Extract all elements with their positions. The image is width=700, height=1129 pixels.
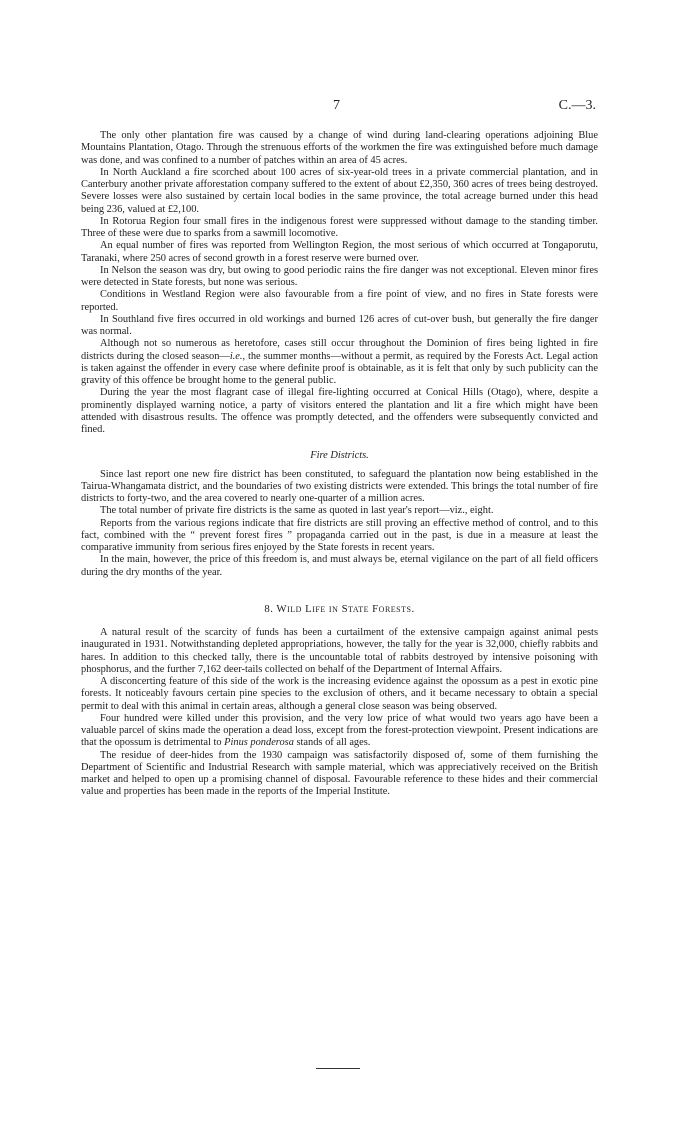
body-paragraph-opossum	[81, 713, 598, 750]
body-paragraph: In Southland five fires occurred in old workings and burned 126 acres of cut-over bush, but generally the fire danger was normal.	[81, 313, 598, 337]
body-paragraph: A disconcerting feature of this side of the work is the increasing evidence against the opossum as a pest in exotic pine forests. It noticeably favours certain pine species to the exclusion of others, and it became necessary to obtain a special permit to deal with this animal in certain areas, although a general close season was being observed.	[81, 676, 598, 712]
text-run: stands of all ages.	[293, 737, 371, 749]
end-rule-divider	[316, 1068, 360, 1069]
body-paragraph: In North Auckland a fire scorched about 100 acres of six-year-old trees in a private commercial plantation, and in Canterbury another private afforestation company suffered to the extent of about £2,350, 360 acres of trees being destroyed. Severe losses were also sustained by certain local bodies in the same province, the total acreage burned under this head being 236, valued at £2,100.	[81, 166, 598, 215]
italic-abbreviation: i.e.,	[229, 350, 246, 362]
body-paragraph: In Nelson the season was dry, but owing to good periodic rains the fire danger was not exceptional. Eleven minor fires were detected in State forests, but none was serious.	[81, 264, 598, 288]
body-paragraph: In the main, however, the price of this freedom is, and must always be, eternal vigilance on the part of all field officers during the dry months of the year.	[81, 554, 598, 578]
body-paragraph: During the year the most flagrant case of illegal fire-lighting occurred at Conical Hills (Otago), where, despite a prominently displayed warning notice, a party of visitors entered the plantation and lit a fire which might have been attended with disastrous results. The offence was promptly detected, and the offenders were subsequently convicted and fined.	[81, 387, 598, 435]
page-header	[81, 100, 598, 130]
italic-species-name: Pinus ponderosa	[224, 737, 294, 749]
document-page	[81, 100, 598, 799]
body-paragraph: In Rotorua Region four small fires in the indigenous forest were suppressed without damage to the standing timber. Three of these were due to sparks from a sawmill locomotive.	[81, 215, 598, 239]
section-heading-wild-life: 8. Wild Life in State Forests.	[264, 602, 415, 615]
section-heading-fire-districts: Fire Districts.	[310, 450, 369, 462]
body-paragraph: An equal number of fires was reported from Wellington Region, the most serious of which occurred at Tongaporutu, Taranaki, where 250 acres of second growth in a forest reserve were burned over.	[81, 240, 598, 264]
body-paragraph: Conditions in Westland Region were also favourable from a fire point of view, and no fires in State forests were reported.	[81, 289, 598, 313]
body-paragraph-illegal-fires	[81, 338, 598, 387]
body-paragraph: A natural result of the scarcity of funds has been a curtailment of the extensive campaign against animal pests inaugurated in 1931. Notwithstanding depleted appropriations, however, the tally for the year is 32,000, chiefly rabbits and hares. In addition to this checked tally, there is the uncountable total of rabbits destroyed by intensive poisoning with phosphorus, and the further 7,162 deer-tails collected on behalf of the Department of Internal Affairs.	[81, 627, 598, 675]
body-paragraph: The residue of deer-hides from the 1930 campaign was satisfactorily disposed of, some of them furnishing the Department of Scientific and Industrial Research with sample material, which was appreciatively received on the British market and helped to open up a promising channel of disposal. Favourable reference to these hides and their commercial value and properties has been made in the reports of the Imperial Institute.	[81, 749, 598, 798]
text-run: Although not so numerous as heretofore, cases still occur throughout the Dominion of fires being lighted in fire districts during the closed season—	[81, 338, 598, 362]
body-paragraph: The only other plantation fire was caused by a change of wind during land-clearing operations adjoining Blue Mountains Plantation, Otago. Through the strenuous efforts of the workmen the fire was extinguished before much damage was done, and was confined to a number of patches within an area of 45 acres.	[81, 130, 598, 166]
text-run: the summer months—without a permit, as required by the Forests Act. Legal action is taken against the offender in every case where definite proof is obtainable, as it is felt that only by such publicity can the gravity of this offence be brought home to the general public.	[81, 350, 598, 386]
body-paragraph: Reports from the various regions indicate that fire districts are still proving an effective method of control, and to this fact, combined with the “ prevent forest fires ” propaganda carried out in the past, is due in a measure at least the comparative immunity from serious fires enjoyed by the State forests in recent years.	[81, 517, 598, 553]
page-number: 7	[333, 98, 340, 113]
body-paragraph: The total number of private fire districts is the same as quoted in last year's report—viz., eight.	[100, 505, 494, 517]
document-reference: C.—3.	[558, 98, 596, 113]
text-run: Four hundred were killed under this provision, and the very low price of what would two years ago have been a valuable parcel of skins made the operation a dead loss, except from the forest-protection viewpoint. Present indications are that the opossum is detrimental to	[81, 712, 598, 749]
body-paragraph: Since last report one new fire district has been constituted, to safeguard the plantation now being established in the Tairua-Whangamata district, and the boundaries of two existing districts were extended. This brings the total number of fire districts to forty-two, and the area covered to nearly one-quarter of a million acres.	[81, 468, 598, 504]
